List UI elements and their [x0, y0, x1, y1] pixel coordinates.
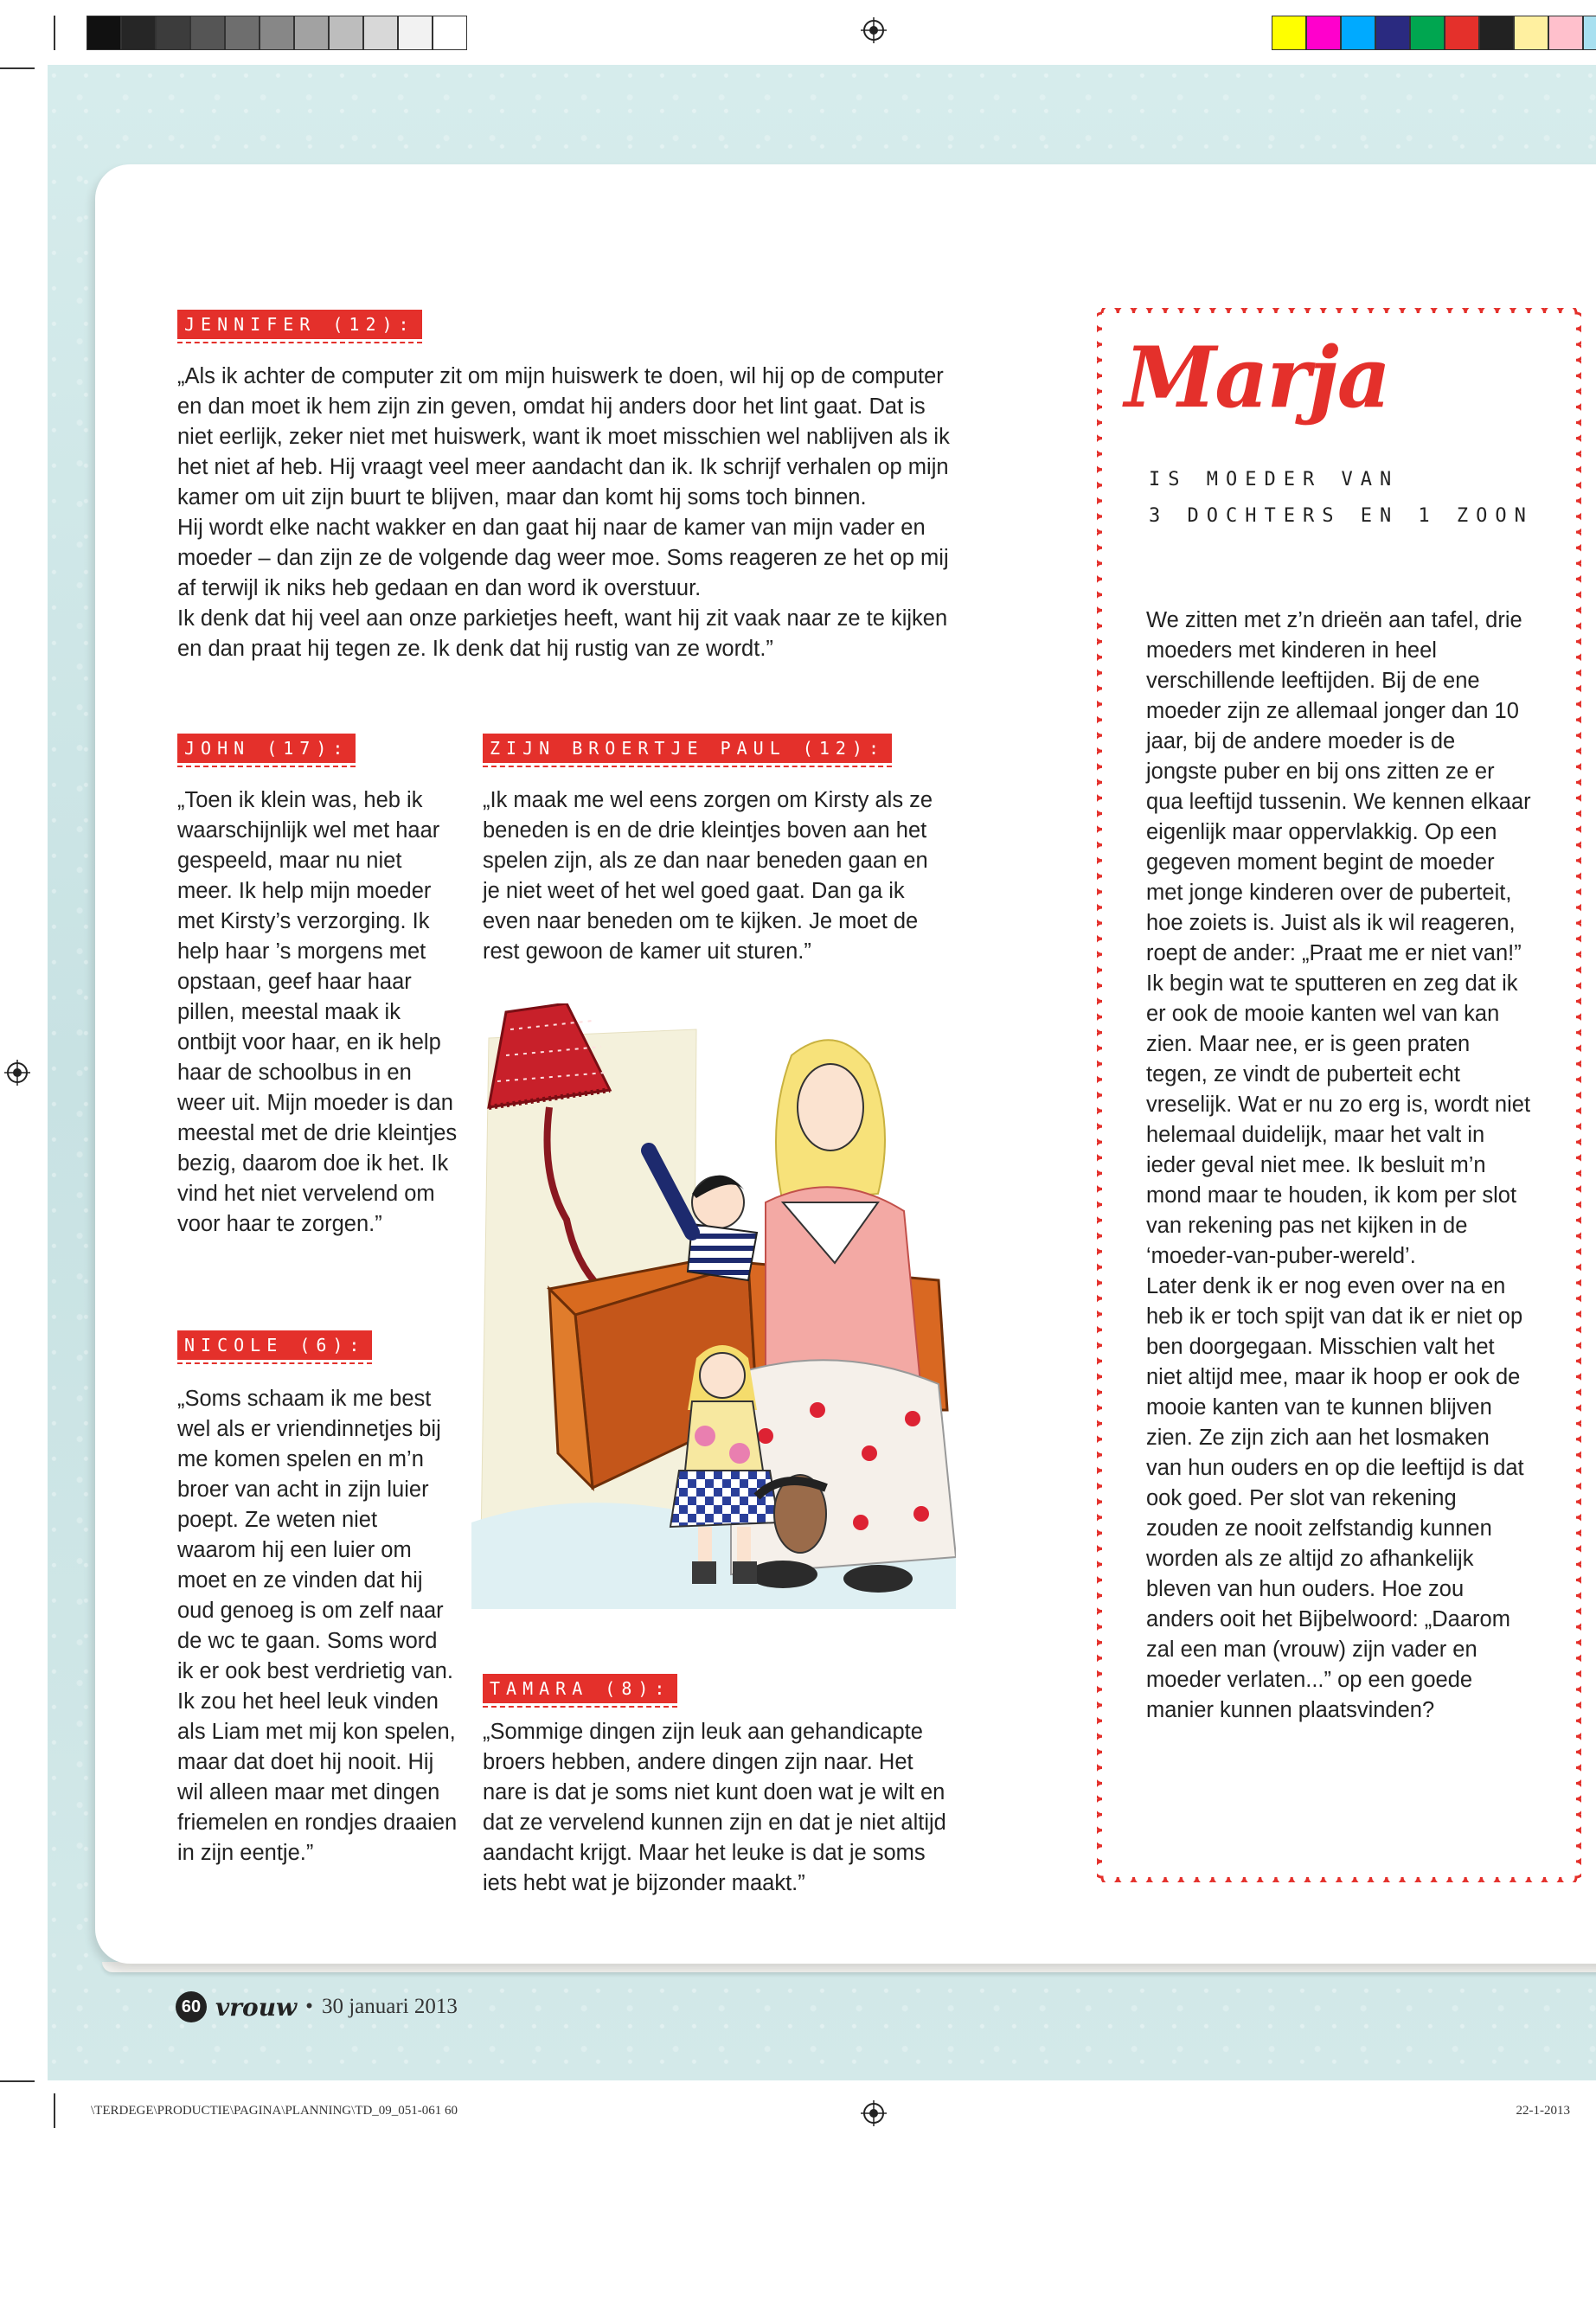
footer-separator: • — [305, 1995, 313, 2018]
crop-mark — [0, 67, 35, 69]
issue-date: 30 januari 2013 — [321, 1995, 458, 2018]
crop-mark — [54, 2093, 55, 2128]
registration-swatch — [1272, 16, 1306, 50]
registration-swatch — [1341, 16, 1375, 50]
registration-swatch — [87, 16, 121, 50]
crop-mark — [54, 16, 55, 50]
registration-swatch — [1583, 16, 1596, 50]
crop-mark — [0, 2080, 35, 2082]
registration-swatch — [190, 16, 225, 50]
marja-subtitle-line1: IS MOEDER VAN — [1149, 469, 1400, 490]
slug-path: \TERDEGE\PRODUCTIE\PAGINA\PLANNING\TD_09_051-061 60 — [91, 2104, 458, 2118]
marja-subtitle-line2: 3 DOCHTERS EN 1 ZOON — [1149, 505, 1534, 527]
registration-swatch — [260, 16, 294, 50]
paragraph: Ik begin wat te sputteren en zeg dat ik er ook de mooie kanten wel van kan zien. Maar nee, er is geen praten tegen, ze vindt de puberteit echt vreselijk. Wat er nu zo erg is, wordt niet helemaal duidelijk, maar het valt in ieder geval niet mee. Ik besluit m’n mond maar te houden, ik kom per slot van rekening pas net kijken in de ‘moeder-van-puber-wereld’. — [1146, 971, 1531, 1268]
registration-swatch — [1306, 16, 1341, 50]
text-john: „Toen ik klein was, heb ik waarschijnlijk wel met haar gespeeld, maar nu niet meer. Ik help mijn moeder met Kirsty’s verzorging. Ik help haar ’s morgens met opstaan, geef haar haar pillen, meestal maak ik ontbijt voor haar, en ik help haar de schoolbus in en weer uit. Mijn moeder is dan meestal met de drie kleintjes bezig, daarom doe ik het. Ik vind het niet vervelend om voor haar te zorgen.” — [177, 788, 458, 1236]
registration-target-icon — [861, 2100, 887, 2126]
registration-swatch — [1548, 16, 1583, 50]
registration-swatch — [156, 16, 190, 50]
text-nicole: „Soms schaam ik me best wel als er vriendinnetjes bij me komen spelen en m’n broer van acht in zijn luier poept. Ze weten niet waarom hij een luier om moet en ze vinden dat hij oud genoeg is om zelf naar de wc te gaan. Soms word ik er ook best verdrietig van. Ik zou het heel leuk vinden als Liam met mij kon spelen, maar dat doet hij nooit. Hij wil alleen maar met dingen friemelen en rondjes draaien in zijn eentje.” — [177, 1387, 458, 1865]
paragraph: We zitten met z’n drieën aan tafel, drie moeders met kinderen in heel verschillende leeftijden. Bij de ene moeder zijn ze allemaal jonger dan 10 jaar, bij de andere moeder is de jongste puber en bij ons zitten ze er qua leeftijd tussenin. We kennen elkaar eigenlijk maar oppervlakkig. Op een gegeven moment begint de moeder met jonge kinderen over de puberteit, hoe zoiets is. Juist als ik wil reageren, roept de ander: „Praat me er niet van!” — [1146, 608, 1531, 965]
label-jennifer: JENNIFER (12): — [177, 310, 422, 339]
registration-swatch — [433, 16, 467, 50]
magazine-brand: vrouw — [215, 1992, 298, 2022]
registration-swatch — [398, 16, 433, 50]
paragraph: „Als ik achter de computer zit om mijn huiswerk te doen, wil hij op de computer en dan moet ik hem zijn zin geven, omdat hij anders door het lint gaat. Dat is niet eerlijk, zeker niet met huiswerk, want ik moet misschien wel nablijven als ik het niet af heb. Hij vraagt veel meer aandacht dan ik. Ik schrijf verhalen op mijn kamer om uit zijn buurt te blijven, maar dan komt hij soms toch binnen. — [177, 364, 950, 510]
registration-swatch — [121, 16, 156, 50]
registration-swatch — [1479, 16, 1514, 50]
registration-swatch — [225, 16, 260, 50]
registration-swatch — [294, 16, 329, 50]
text-marja — [1146, 606, 1531, 1726]
registration-swatch — [1445, 16, 1479, 50]
gray-registration-bar — [87, 16, 467, 50]
registration-swatch — [1410, 16, 1445, 50]
label-john: JOHN (17): — [177, 734, 356, 763]
page-footer — [176, 1991, 458, 2022]
slug-date: 22-1-2013 — [1516, 2104, 1570, 2118]
text-tamara: „Sommige dingen zijn leuk aan gehandicapte broers hebben, andere dingen zijn naar. Het nare is dat je soms niet kunt doen wat je wilt en dat ze vervelend kunnen zijn en dat je niet altijd aandacht krijgt. Maar het leuke is dat je soms iets hebt wat je bijzonder maakt.” — [483, 1720, 946, 1895]
label-paul: ZIJN BROERTJE PAUL (12): — [483, 734, 892, 763]
registration-swatch — [329, 16, 363, 50]
paragraph: Ik denk dat hij veel aan onze parkietjes heeft, want hij zit vaak naar ze te kijken en dan praat hij tegen ze. Ik denk dat hij rustig van ze wordt.” — [177, 606, 948, 661]
paragraph: Hij wordt elke nacht wakker en dan gaat hij naar de kamer van mijn vader en moeder – dan zijn ze de volgende dag weer moe. Soms reageren ze het op mij af terwijl ik niks heb gedaan en dan word ik overstuur. — [177, 516, 949, 600]
label-nicole: NICOLE (6): — [177, 1330, 372, 1360]
page-number: 60 — [176, 1991, 207, 2022]
registration-swatch — [1514, 16, 1548, 50]
text-jennifer — [177, 362, 956, 664]
registration-target-icon — [4, 1060, 30, 1086]
registration-swatch — [1375, 16, 1410, 50]
paragraph: Later denk ik er nog even over na en heb ik er toch spijt van dat ik er niet op ben doorgegaan. Misschien valt het niet altijd mee, maar ik hoop er ook de mooie kanten van te kunnen blijven zien. Ze zijn zich aan het losmaken van hun ouders en op die leeftijd is dat ook goed. Per slot van rekening zouden ze nooit zelfstandig kunnen worden als ze altijd zo afhankelijk bleven van hun ouders. Hoe zou anders ooit het Bijbelwoord: „Daarom zal een man (vrouw) zijn vader en moeder verlaten...” op een goede manier kunnen plaatsvinden? — [1146, 1274, 1524, 1722]
text-paul: „Ik maak me wel eens zorgen om Kirsty als ze beneden is en de drie kleintjes boven aan het spelen zijn, als ze dan naar beneden gaan en je niet weet of het wel goed gaat. Dan ga ik even naar beneden om te kijken. Je moet de rest gewoon de kamer uit sturen.” — [483, 788, 933, 964]
marja-title: Marja — [1125, 329, 1389, 426]
registration-target-icon — [861, 17, 887, 43]
label-tamara: TAMARA (8): — [483, 1674, 677, 1703]
registration-swatch — [363, 16, 398, 50]
color-registration-bar — [1272, 16, 1596, 50]
family-drawing-illustration — [471, 1003, 956, 1609]
